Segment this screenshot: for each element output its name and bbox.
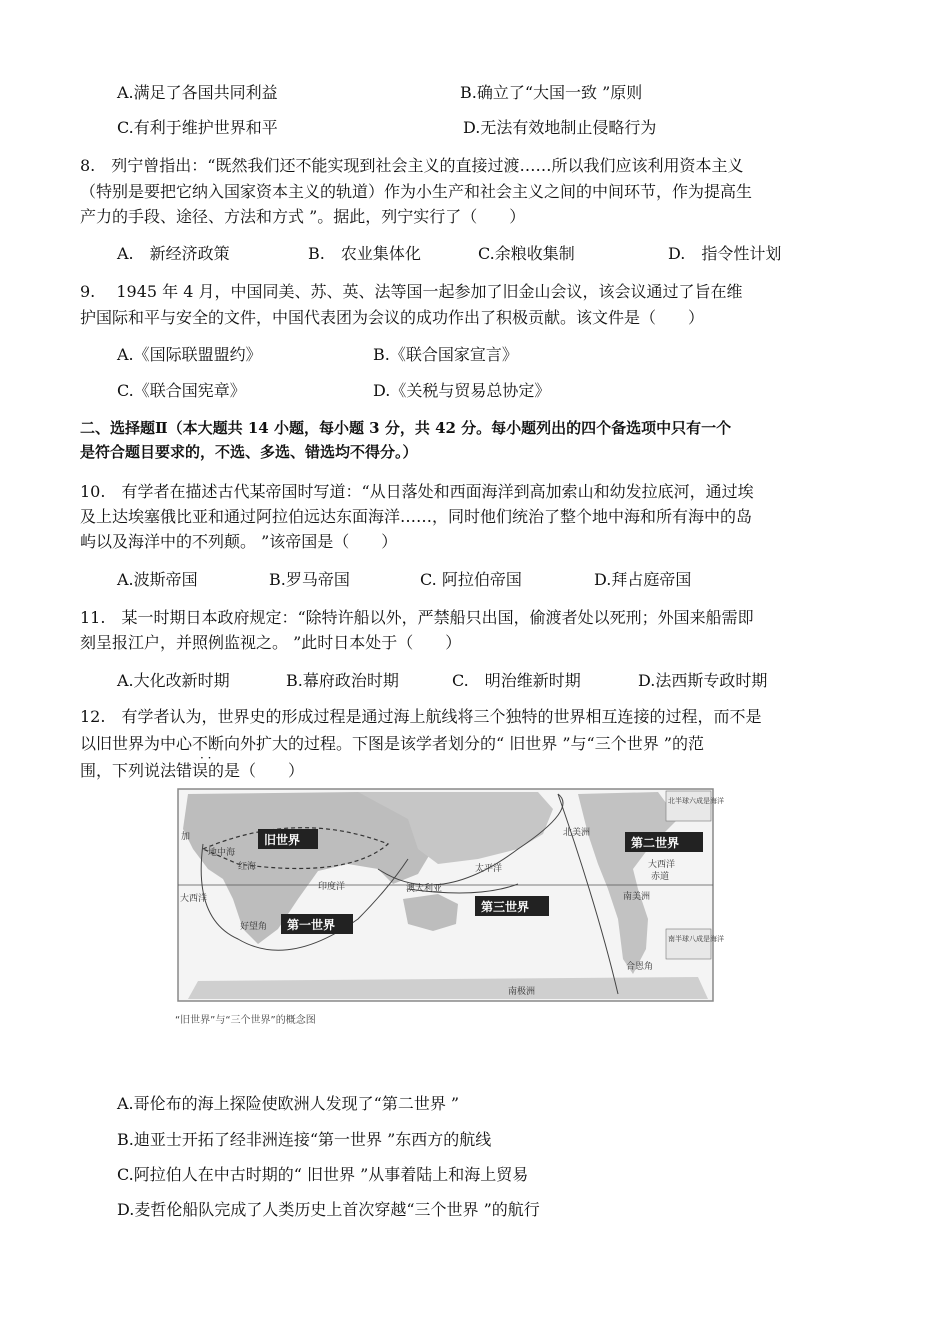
label-atlantic-east: 大西洋: [648, 860, 676, 870]
q7-option-a[interactable]: A.满足了各国共同利益: [117, 83, 278, 102]
q12-option-d[interactable]: D.麦哲伦船队完成了人类历史上首次穿越“三个世界 ”的航行: [117, 1200, 540, 1219]
label-equator: 赤道: [651, 872, 670, 882]
label-jia: 加: [181, 832, 191, 842]
q10-option-b[interactable]: B.罗马帝国: [269, 570, 350, 589]
q8-option-b[interactable]: B. 农业集体化: [308, 244, 421, 263]
q11-option-a[interactable]: A.大化改新时期: [117, 671, 230, 690]
q9-option-b[interactable]: B.《联合国家宣言》: [373, 345, 518, 364]
old-world-label: 旧世界: [264, 833, 301, 847]
q12-stem-line2: 以旧世界为中心不断向外扩大的过程。下图是该学者划分的“ 旧世界 ”与“三个世界 ”的范: [80, 734, 704, 753]
q8-stem-line2: （特别是要把它纳入国家资本主义的轨道）作为小生产和社会主义之间的中间环节，作为提高生: [80, 182, 753, 201]
q9-option-d[interactable]: D.《关税与贸易总协定》: [373, 381, 551, 400]
section2-heading-line2: 是符合题目要求的，不选、多选、错选均不得分。）: [80, 443, 418, 461]
q12-stem-line1: 12. 有学者认为，世界史的形成过程是通过海上航线将三个独特的世界相互连接的过程，而不是: [80, 707, 762, 726]
q12-stem-line3: 围，下列说法错误的是（ ）: [80, 761, 305, 780]
q11-option-c[interactable]: C. 明治维新时期: [452, 671, 581, 690]
q7-option-d[interactable]: D.无法有效地制止侵略行为: [463, 118, 657, 137]
q8-option-c[interactable]: C.余粮收集制: [478, 244, 575, 263]
q10-option-a[interactable]: A.波斯帝国: [117, 570, 198, 589]
label-mediterranean: 地中海: [208, 848, 236, 858]
q10-stem-line1: 10. 有学者在描述古代某帝国时写道：“从日落处和西面海洋到高加索山和幼发拉底河，通过埃: [80, 482, 754, 501]
q11-stem-line1: 11. 某一时期日本政府规定：“除特许船以外，严禁船只出国，偷渡者处以死刑；外国来船需即: [80, 608, 754, 627]
q8-stem-line3: 产力的手段、途径、方法和方式 ”。据此，列宁实行了（ ）: [80, 207, 526, 226]
label-south-america: 南美洲: [623, 892, 651, 902]
section2-heading-line1: 二、选择题Ⅱ（本大题共 14 小题，每小题 3 分，共 42 分。每小题列出的四个备选项中只有一个: [80, 419, 732, 437]
q10-stem-line2: 及上达埃塞俄比亚和通过阿拉伯远达东面海洋……，同时他们统治了整个地中海和所有海中的岛: [80, 507, 753, 526]
q9-option-a[interactable]: A.《国际联盟盟约》: [117, 345, 262, 364]
q12-option-c[interactable]: C.阿拉伯人在中古时期的“ 旧世界 ”从事着陆上和海上贸易: [117, 1165, 529, 1184]
label-south-80-ocean: 南半球八成是海洋: [668, 935, 724, 943]
q9-option-c[interactable]: C.《联合国宪章》: [117, 381, 246, 400]
world-map-figure: [178, 789, 724, 1001]
label-pacific: 太平洋: [475, 864, 503, 874]
first-world-label: 第一世界: [287, 918, 336, 932]
q12-option-a[interactable]: A.哥伦布的海上探险使欧洲人发现了“第二世界 ”: [117, 1094, 460, 1113]
q8-stem-line1: 8. 列宁曾指出：“既然我们还不能实现到社会主义的直接过渡……所以我们应该利用资本主义: [80, 156, 744, 175]
q9-stem-line1: 9. 1945 年 4 月，中国同美、苏、英、法等国一起参加了旧金山会议，该会议通过了旨在维: [80, 282, 743, 301]
q7-option-b[interactable]: B.确立了“大国一致 ”原则: [460, 83, 643, 102]
q10-stem-line3: 屿以及海洋中的不列颠。 ”该帝国是（ ）: [80, 532, 398, 551]
q8-option-a[interactable]: A. 新经济政策: [117, 244, 230, 263]
label-north-america: 北美洲: [563, 828, 591, 838]
q10-option-d[interactable]: D.拜占庭帝国: [594, 570, 692, 589]
emphasis-dots: · ·: [200, 751, 212, 765]
q11-stem-line2: 刻呈报江户，并照例监视之。 ”此时日本处于（ ）: [80, 633, 462, 652]
label-antarctica: 南极洲: [508, 987, 536, 997]
second-world-label: 第二世界: [631, 836, 680, 850]
label-atlantic-west: 大西洋: [180, 894, 208, 904]
third-world-label: 第三世界: [481, 900, 530, 914]
q7-option-c[interactable]: C.有利于维护世界和平: [117, 118, 278, 137]
label-cape-horn: 合恩角: [626, 962, 654, 972]
label-good-hope: 好望角: [240, 922, 268, 932]
label-australia: 澳大利亚: [406, 884, 443, 894]
map-caption: “旧世界”与“三个世界”的概念图: [175, 1015, 316, 1026]
label-indian-ocean: 印度洋: [318, 882, 346, 892]
q9-stem-line2: 护国际和平与安全的文件，中国代表团为会议的成功作出了积极贡献。该文件是（ ）: [80, 308, 705, 327]
q12-option-b[interactable]: B.迪亚士开拓了经非洲连接“第一世界 ”东西方的航线: [117, 1130, 492, 1149]
q11-option-d[interactable]: D.法西斯专政时期: [638, 671, 768, 690]
label-north-60-ocean: 北半球六成是海洋: [668, 797, 724, 805]
label-red-sea: 红海: [238, 862, 257, 872]
q10-option-c[interactable]: C. 阿拉伯帝国: [420, 570, 522, 589]
q8-option-d[interactable]: D. 指令性计划: [668, 244, 782, 263]
q11-option-b[interactable]: B.幕府政治时期: [286, 671, 399, 690]
